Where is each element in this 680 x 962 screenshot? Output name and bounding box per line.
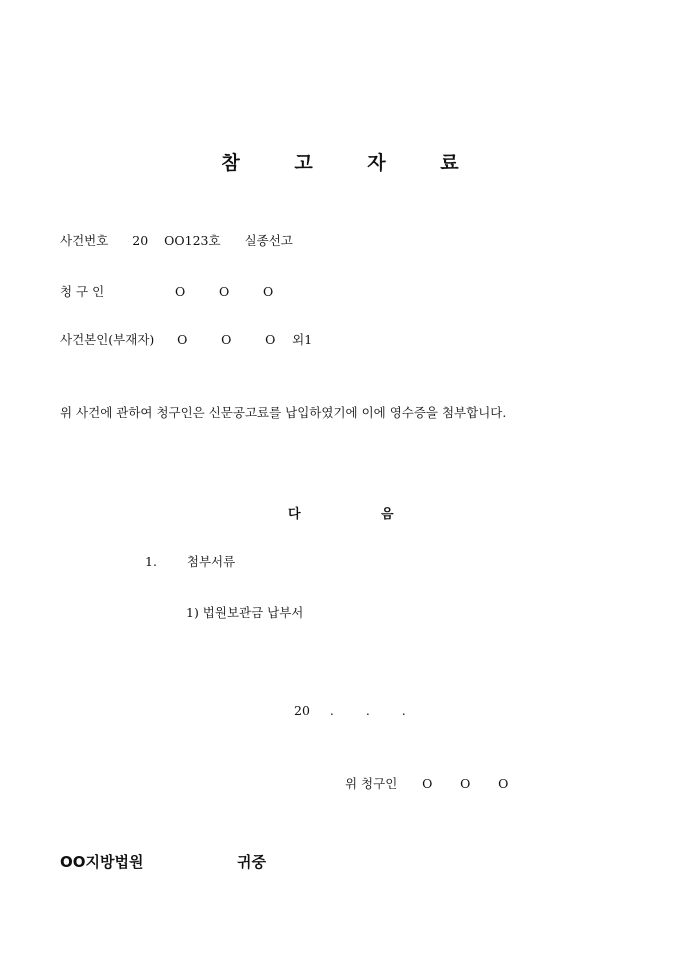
date-year: 20 [294, 703, 310, 718]
signature-line [345, 774, 511, 792]
date-dot: . [329, 703, 334, 718]
date-dot: . [401, 703, 406, 718]
claimant-label: 청 구 인 [60, 284, 105, 299]
case-number-label: 사건번호 [60, 233, 109, 248]
date-dot: . [365, 703, 370, 718]
subject-label: 사건본인(부재자) [60, 332, 155, 347]
attachments-title: 첨부서류 [186, 554, 236, 569]
claimant-row [60, 282, 276, 300]
subject-name-mark: O [177, 332, 188, 347]
subject-row [60, 330, 312, 348]
attachments-heading [145, 552, 235, 570]
next-heading-left: 다 [288, 507, 301, 522]
footer-honorific: 귀중 [237, 853, 266, 871]
case-number-row [60, 231, 293, 249]
date-line [294, 703, 406, 718]
signature-label: 위 청구인 [345, 776, 398, 791]
signature-name-mark: O [422, 776, 433, 791]
subject-name-mark: O [265, 332, 276, 347]
subject-suffix: 외1 [292, 332, 313, 347]
document-title: 참 고 자 료 [221, 152, 483, 174]
subject-name-mark: O [221, 332, 232, 347]
claimant-name-mark: O [219, 284, 230, 299]
body-text: 위 사건에 관하여 청구인은 신문공고료를 납입하였기에 이에 영수증을 첨부합니다. [60, 405, 507, 420]
case-number-value: OO123호 [164, 233, 221, 248]
signature-name-mark: O [460, 776, 471, 791]
footer-court: OO지방법원 [60, 853, 144, 871]
claimant-name-mark: O [175, 284, 186, 299]
next-heading-right: 음 [381, 507, 394, 522]
attachment-item: 1) 법원보관금 납부서 [186, 605, 304, 620]
case-type: 실종선고 [244, 233, 293, 248]
signature-name-mark: O [498, 776, 509, 791]
case-year: 20 [132, 233, 149, 248]
attachments-number: 1. [145, 554, 157, 569]
claimant-name-mark: O [262, 284, 274, 299]
